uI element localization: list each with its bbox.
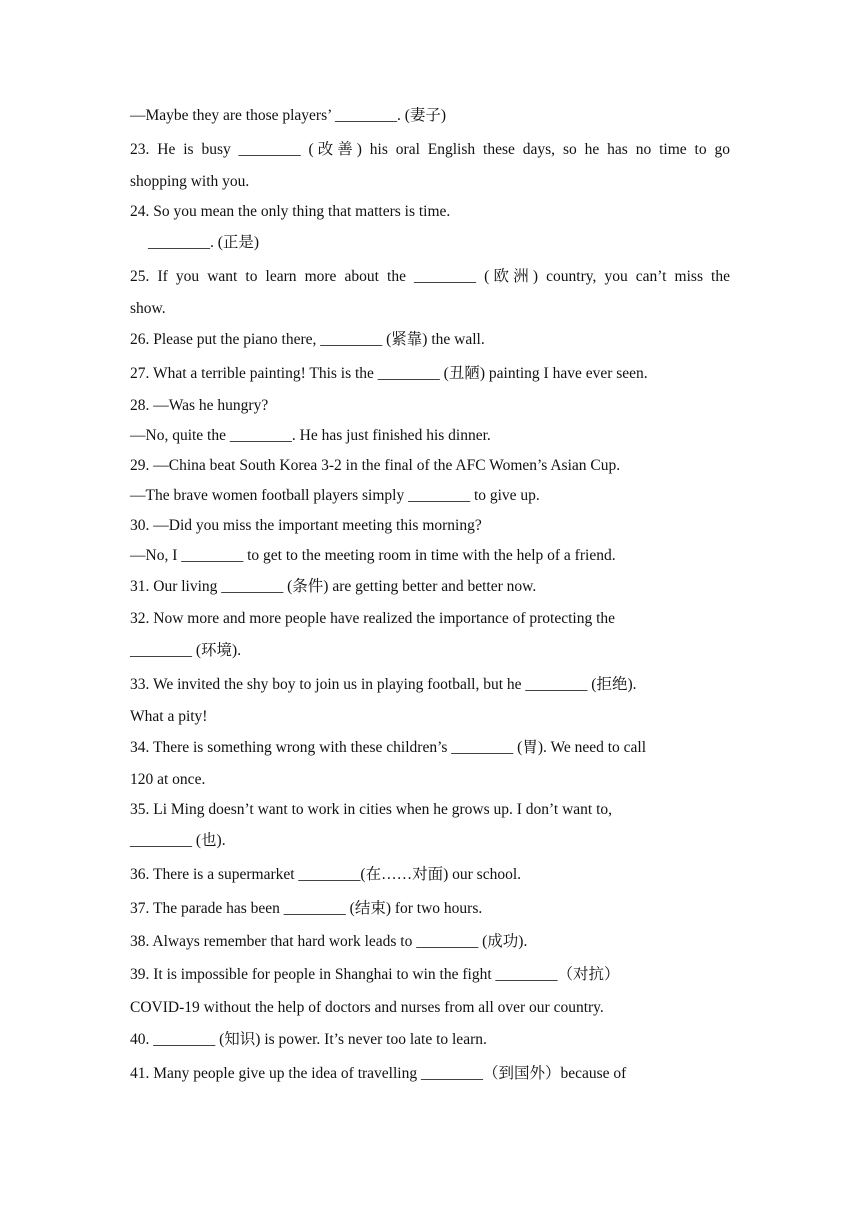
question-34-line-1: 34. There is something wrong with these children’s ________ (胃). We need to call [130, 739, 647, 756]
question-24-line-2: ________. (正是) [148, 234, 260, 251]
question-24-line-1: 24. So you mean the only thing that matters is time. [130, 203, 451, 220]
question-32-line-1: 32. Now more and more people have realized the importance of protecting the [130, 610, 616, 627]
question-33-line-1: 33. We invited the shy boy to join us in playing football, but he ________ (拒绝). [130, 676, 637, 693]
question-36: 36. There is a supermarket ________(在……对面) our school. [130, 866, 522, 883]
question-30-line-2: —No, I ________ to get to the meeting room in time with the help of a friend. [130, 547, 616, 564]
question-25-line-1: 25. If you want to learn more about the ________ (欧洲) country, you can’t miss the [130, 268, 730, 285]
question-41-line-1: 41. Many people give up the idea of travelling ________（到国外）because of [130, 1065, 627, 1082]
question-25-line-2: show. [130, 300, 166, 317]
question-38: 38. Always remember that hard work leads to ________ (成功). [130, 933, 528, 950]
question-30-line-1: 30. —Did you miss the important meeting this morning? [130, 517, 482, 534]
answer-line-22: —Maybe they are those players’ ________. (妻子) [130, 107, 447, 124]
question-35-line-2: ________ (也). [130, 832, 226, 849]
question-29-line-1: 29. —China beat South Korea 3-2 in the final of the AFC Women’s Asian Cup. [130, 457, 621, 474]
question-29-line-2: —The brave women football players simply ________ to give up. [130, 487, 540, 504]
question-35-line-1: 35. Li Ming doesn’t want to work in cities when he grows up. I don’t want to, [130, 801, 613, 818]
question-23-line-2: shopping with you. [130, 173, 250, 190]
question-27: 27. What a terrible painting! This is the ________ (丑陋) painting I have ever seen. [130, 365, 648, 382]
question-39-line-2: COVID-19 without the help of doctors and nurses from all over our country. [130, 999, 604, 1016]
question-23-line-1: 23. He is busy ________ (改善) his oral English these days, so he has no time to go [130, 141, 730, 158]
question-37: 37. The parade has been ________ (结束) for two hours. [130, 900, 483, 917]
question-31: 31. Our living ________ (条件) are getting better and better now. [130, 578, 537, 595]
question-39-line-1: 39. It is impossible for people in Shanghai to win the fight ________（对抗） [130, 966, 620, 983]
question-40: 40. ________ (知识) is power. It’s never too late to learn. [130, 1031, 487, 1048]
question-33-line-2: What a pity! [130, 708, 208, 725]
question-28-line-1: 28. —Was he hungry? [130, 397, 269, 414]
question-34-line-2: 120 at once. [130, 771, 206, 788]
question-26: 26. Please put the piano there, ________ (紧靠) the wall. [130, 331, 485, 348]
question-32-line-2: ________ (环境). [130, 642, 242, 659]
question-28-line-2: —No, quite the ________. He has just finished his dinner. [130, 427, 491, 444]
